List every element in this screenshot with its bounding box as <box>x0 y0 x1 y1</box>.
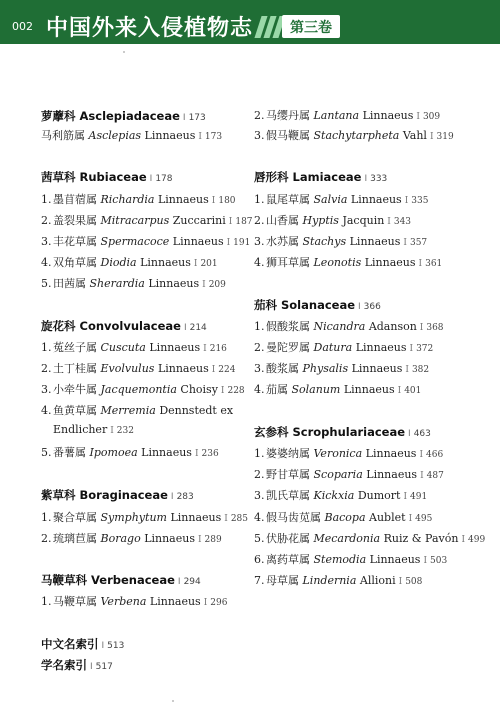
toc-entry[interactable]: 2. 土丁桂属 Evolvulus Linnaeus I 224 <box>41 362 236 375</box>
toc-entry[interactable]: 1. 菟丝子属 Cuscuta Linnaeus I 216 <box>41 341 227 354</box>
toc-entry[interactable]: 4. 双角草属 Diodia Linnaeus I 201 <box>41 256 218 269</box>
toc-entry[interactable]: 5. 田茜属 Sherardia Linnaeus I 209 <box>41 277 226 290</box>
toc-entry[interactable]: 马利筋属 Asclepias Linnaeus I 173 <box>41 129 223 142</box>
book-title: 中国外来入侵植物志 <box>46 16 254 41</box>
toc-entry[interactable]: 2. 马缨丹属 Lantana Linnaeus I 309 <box>254 109 441 122</box>
toc-entry-continuation[interactable]: Endlicher I 232 <box>53 423 134 436</box>
page-number: 002 <box>12 20 33 33</box>
volume-label: 第三卷 <box>290 20 332 36</box>
family-heading[interactable]: 马鞭草科 Verbenaceae I 294 <box>41 573 201 587</box>
toc-entry[interactable]: 3. 假马鞭属 Stachytarpheta Vahl I 319 <box>254 129 454 142</box>
toc-entry[interactable]: 2. 琉璃苣属 Borago Linnaeus I 289 <box>41 532 222 545</box>
toc-entry[interactable]: 3. 水苏属 Stachys Linnaeus I 357 <box>254 235 428 248</box>
toc-entry[interactable]: 2. 野甘草属 Scoparia Linnaeus I 487 <box>254 468 444 481</box>
index-scientific-names[interactable]: 学名索引 I 517 <box>41 658 113 672</box>
toc-entry[interactable]: 1. 假酸浆属 Nicandra Adanson I 368 <box>254 320 444 333</box>
family-heading[interactable]: 茜草科 Rubiaceae I 178 <box>41 170 173 184</box>
page-header <box>0 0 500 44</box>
toc-entry[interactable]: 3. 凯氏草属 Kickxia Dumort I 491 <box>254 489 428 502</box>
toc-entry[interactable]: 3. 小牵牛属 Jacquemontia Choisy I 228 <box>41 383 245 396</box>
index-chinese-names[interactable]: 中文名索引 I 513 <box>41 637 125 651</box>
family-heading[interactable]: 紫草科 Boraginaceae I 283 <box>41 488 194 502</box>
toc-entry[interactable]: 3. 丰花草属 Spermacoce Linnaeus I 191 <box>41 235 251 248</box>
toc-entry[interactable]: 6. 离药草属 Stemodia Linnaeus I 503 <box>254 553 448 566</box>
toc-entry[interactable]: 1. 墨苜蓿属 Richardia Linnaeus I 180 <box>41 193 236 206</box>
toc-entry[interactable]: 1. 聚合草属 Symphytum Linnaeus I 285 <box>41 511 249 524</box>
family-heading[interactable]: 萝藦科 Asclepiadaceae I 173 <box>41 109 206 123</box>
toc-entry[interactable]: 3. 酸浆属 Physalis Linnaeus I 382 <box>254 362 430 375</box>
toc-entry[interactable]: 4. 假马齿苋属 Bacopa Aublet I 495 <box>254 511 433 524</box>
toc-entry[interactable]: 7. 母草属 Lindernia Allioni I 508 <box>254 574 423 587</box>
family-heading[interactable]: 唇形科 Lamiaceae I 333 <box>254 170 388 184</box>
volume-badge <box>282 15 340 38</box>
family-heading[interactable]: 茄科 Solanaceae I 366 <box>254 298 381 312</box>
family-heading[interactable]: 旋花科 Convolvulaceae I 214 <box>41 319 207 333</box>
ornament-dot <box>172 700 174 702</box>
toc-entry[interactable]: 2. 山香属 Hyptis Jacquin I 343 <box>254 214 412 227</box>
toc-entry[interactable]: 4. 茄属 Solanum Linnaeus I 401 <box>254 383 422 396</box>
toc-entry[interactable]: 5. 番薯属 Ipomoea Linnaeus I 236 <box>41 446 219 459</box>
toc-entry[interactable]: 1. 马鞭草属 Verbena Linnaeus I 296 <box>41 595 228 608</box>
toc-entry[interactable]: 4. 狮耳草属 Leonotis Linnaeus I 361 <box>254 256 443 269</box>
toc-entry[interactable]: 4. 鱼黄草属 Merremia Dennstedt ex <box>41 404 234 417</box>
toc-entry[interactable]: 2. 盖裂果属 Mitracarpus Zuccarini I 187 <box>41 214 253 227</box>
toc-entry[interactable]: 1. 鼠尾草属 Salvia Linnaeus I 335 <box>254 193 429 206</box>
toc-entry[interactable]: 5. 伏胁花属 Mecardonia Ruiz & Pavón I 499 <box>254 532 486 545</box>
toc-entry[interactable]: 2. 曼陀罗属 Datura Linnaeus I 372 <box>254 341 434 354</box>
toc-entry[interactable]: 1. 婆婆纳属 Veronica Linnaeus I 466 <box>254 447 444 460</box>
family-heading[interactable]: 玄参科 Scrophulariaceae I 463 <box>254 425 431 439</box>
ornament-dot <box>123 51 125 53</box>
